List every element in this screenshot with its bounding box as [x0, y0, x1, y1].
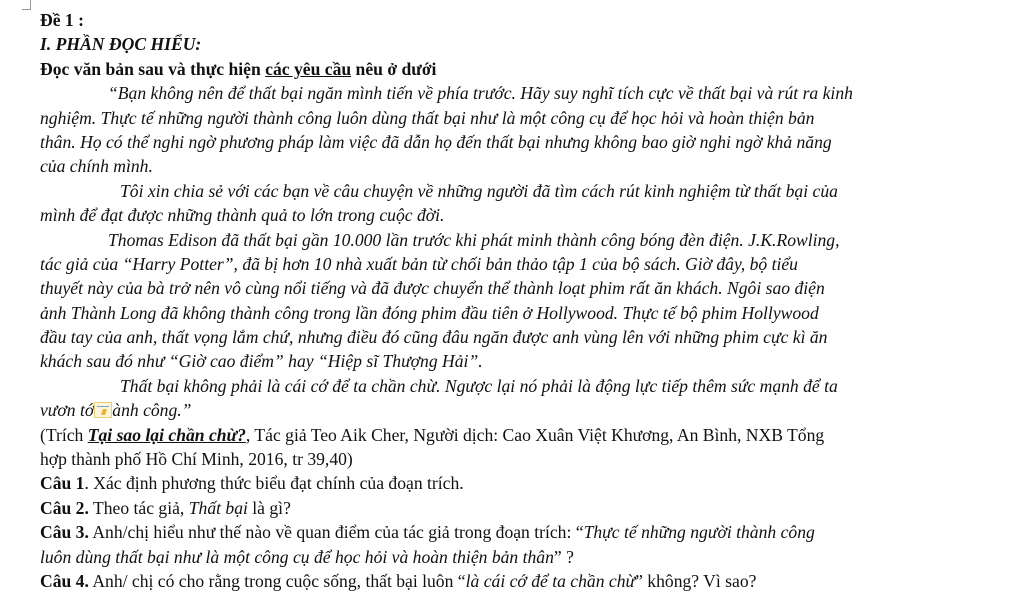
citation-source-title: Tại sao lại chần chừ?	[87, 424, 246, 445]
passage-line: của chính mình.	[40, 156, 153, 177]
question-text: Xác định phương thức biểu đạt chính của đoạn trích.	[93, 473, 464, 494]
passage-line: khách sau đó như “Giờ cao điểm” hay “Hiệp sĩ Thượng Hải”.	[40, 351, 483, 372]
exam-title: Đề 1 :	[40, 10, 84, 30]
instruction-suffix: nêu ở dưới	[351, 58, 437, 79]
question-after: ” ?	[553, 546, 574, 567]
passage-line: Tôi xin chia sẻ với các bạn về câu chuyện về những người đã tìm cách rút kinh nghiệm từ thất bại của	[120, 180, 838, 201]
passage	[40, 81, 1024, 422]
question-label: Câu 3.	[40, 522, 89, 543]
passage-last-after: ành công.”	[112, 400, 192, 421]
passage-line: thân. Họ có thể nghi ngờ phương pháp làm việc đã dẫn họ đến thất bại nhưng không bao giờ nghi ngờ khả năng	[40, 131, 832, 152]
passage-line-last	[40, 398, 1024, 422]
passage-last-before: vươn tớ	[40, 400, 95, 421]
passage-line: ảnh Thành Long đã không thành công trong lần đóng phim đầu tiên ở Hollywood. Thực tế bộ phim Hollywood	[40, 302, 819, 323]
question-3-continued	[40, 545, 1024, 569]
passage-line: tác giả của “Harry Potter”, đã bị hơn 10 nhà xuất bản từ chối bản thảo tập 1 của bộ sách. Giờ đây, bộ tiểu	[40, 253, 798, 274]
question-1	[40, 471, 1024, 495]
question-separator: .	[84, 473, 94, 494]
question-label: Câu 1	[40, 473, 85, 494]
passage-line: nghiệm. Thực tế những người thành công luôn dùng thất bại như là một công cụ để học hỏi và hoàn thiện bản	[40, 107, 815, 128]
question-italic: Thực tế những người thành công	[583, 522, 815, 543]
section-title: I. PHẦN ĐỌC HIỂU:	[40, 34, 202, 55]
question-italic: Thất bại	[188, 497, 248, 518]
citation-line-2: hợp thành phố Hồ Chí Minh, 2016, tr 39,40)	[40, 449, 353, 470]
question-italic: luôn dùng thất bại như là một công cụ để học hỏi và hoàn thiện bản thân	[40, 546, 554, 567]
passage-line: đầu tay của anh, thất vọng lắm chứ, nhưng điều đó cũng đâu ngăn được anh vùng lên với những phim cực kì ăn	[40, 327, 828, 348]
passage-line: mình để đạt được những thành quả to lớn trong cuộc đời.	[40, 205, 445, 226]
instruction-prefix: Đọc văn bản sau và thực hiện	[40, 58, 266, 79]
page-corner-mark-horizontal	[22, 9, 31, 10]
passage-line: Thất bại không phải là cái cớ để ta chần chừ. Ngược lại nó phải là động lực tiếp thêm sức mạnh để ta	[120, 375, 838, 396]
reading-instruction	[40, 57, 1024, 81]
passage-line: Thomas Edison đã thất bại gần 10.000 lần trước khi phát minh thành công bóng đèn điện. J.K.Rowling,	[108, 229, 840, 250]
question-text: Anh/chị hiểu như thế nào về quan điểm của tác giả trong đoạn trích: “	[92, 522, 584, 543]
question-3	[40, 520, 1024, 544]
citation-prefix: (Trích	[40, 424, 88, 445]
citation-line-1	[40, 423, 1024, 447]
document-content	[40, 8, 1024, 593]
question-4	[40, 569, 1024, 593]
question-italic: là cái cớ để ta chần chừ	[465, 570, 636, 591]
highlighter-icon[interactable]	[94, 402, 112, 418]
passage-line: thuyết này của bà trở nên vô cùng nổi tiếng và đã được chuyển thể thành loạt phim rất ăn khách. Ngôi sao điện	[40, 278, 825, 299]
question-text: Theo tác giả,	[92, 497, 189, 518]
citation-suffix: , Tác giả Teo Aik Cher, Người dịch: Cao Xuân Việt Khương, An Bình, NXB Tổng	[245, 424, 825, 445]
question-after: là gì?	[247, 497, 291, 518]
instruction-underlined: các yêu cầu	[265, 58, 352, 79]
question-label: Câu 2.	[40, 497, 89, 518]
question-2	[40, 496, 1024, 520]
passage-line: “Bạn không nên để thất bại ngăn mình tiến về phía trước. Hãy suy nghĩ tích cực về thất bại và rút ra kinh	[108, 83, 853, 104]
question-label: Câu 4.	[40, 570, 89, 591]
question-text: Anh/ chị có cho rằng trong cuộc sống, thất bại luôn “	[92, 570, 466, 591]
question-after: ” không? Vì sao?	[635, 570, 757, 591]
